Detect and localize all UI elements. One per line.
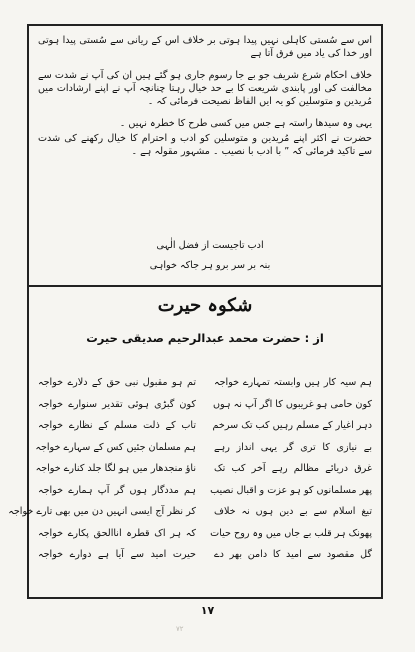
verse-line: گل مقصود سے امید کا دامن بھر دے — [214, 549, 372, 560]
verse-line: ہم مددگار ہوں گر آپ ہمارے خواجہ — [38, 484, 196, 496]
couplet-line: ادب تاجیست از فضل الٰہی — [156, 240, 264, 251]
paragraph: یہی وہ سیدھا راستہ ہے جس میں کسی طرح کا خطرہ نہیں ۔ — [119, 118, 372, 129]
verse-line: تم ہو مقبول نبی حق کے دلارے خواجہ — [38, 377, 196, 388]
page-number: ۱۷ — [200, 604, 215, 617]
poem-body — [8, 372, 372, 566]
verse-line: ہم مسلمان جئیں کس کے سہارے خواجہ — [35, 441, 196, 453]
section-divider — [27, 285, 383, 287]
couplet-line: بنہ بر سر برو ہر جاکہ خواہی — [149, 260, 271, 271]
paragraph: اس سے سُستی کاہلی نہیں پیدا ہوتی بر خلاف اس کے ریانی سے سُستی پیدا ہوتی اور خدا کی یاد میں فرق آتا ہے — [38, 35, 372, 59]
verse-line: تاب کے ذلت مسلم کے نظارے خواجہ — [38, 420, 196, 431]
verse-line: پھر مسلمانوں کو ہو عزت و اقبال نصیب — [210, 484, 372, 496]
poem-column-right — [210, 372, 372, 566]
verse-line: بے نیازی کا تری گر یہی انداز رہے — [214, 441, 372, 453]
paragraph: حضرت نے اکثر اپنے مُریدین و متوسلین کو ادب و احترام کا خیال رکھنے کی شدت سے تاکید فرمائی کہ ” با ادب با نصیب ۔ مشہور مقولہ ہے ۔ — [38, 133, 372, 157]
verse-line: ناؤ منجدھار میں ہو لگا جلد کنارے خواجہ — [35, 463, 196, 474]
paragraph: خلاف احکام شرع شریف جو بے جا رسوم جاری ہو گئے ہیں ان کی آپ نے شدت سے مخالفت کی اور پابندی شریعت کا بے حد خیال رہتا چنانچہ آپ نے اپنے ارشادات میں مُریدین و متوسلین کو یہ ایں الفاظ نصیحت فرمائی کہ ۔ — [38, 70, 372, 107]
poem-column-left — [8, 372, 196, 566]
article-text — [38, 34, 372, 167]
verse-line: کون گبڑی ہوئی تقدیر سنوارے خواجہ — [38, 398, 196, 410]
persian-couplet — [100, 236, 320, 276]
verse-line: پھونک ہر قلب بے جاں میں وہ روح حیات — [210, 527, 372, 539]
footer-mark: ٧٢ — [176, 625, 184, 633]
verse-line: غرق دریائے مظالم رہے آخر کب تک — [214, 463, 372, 474]
verse-line: تیغ اسلام سے بے دین ہوں نہ خلاف — [214, 506, 372, 517]
verse-line: ہم سیہ کار ہیں وابستہ تمہارے خواجہ — [214, 377, 372, 388]
verse-line: کر نظر آج ایسی انہیں دن میں بھی تارے خواجہ — [8, 506, 196, 517]
verse-line: کون حامی ہو غریبوں کا اگر آپ نہ ہوں — [212, 398, 372, 410]
verse-line: حیرت امید سے آیا ہے دوارے خواجہ — [38, 549, 196, 560]
verse-line: دہر اغیار کے مسلم رہیں کب تک سرخم — [212, 420, 372, 431]
verse-line: کہ ہر اک قطرہ اناالحق پکارے خواجہ — [38, 527, 196, 539]
poem-title: شکوہ حیرت — [157, 295, 253, 316]
poem-author: از : حضرت محمد عبدالرحیم صدیقی حیرت — [86, 331, 324, 345]
